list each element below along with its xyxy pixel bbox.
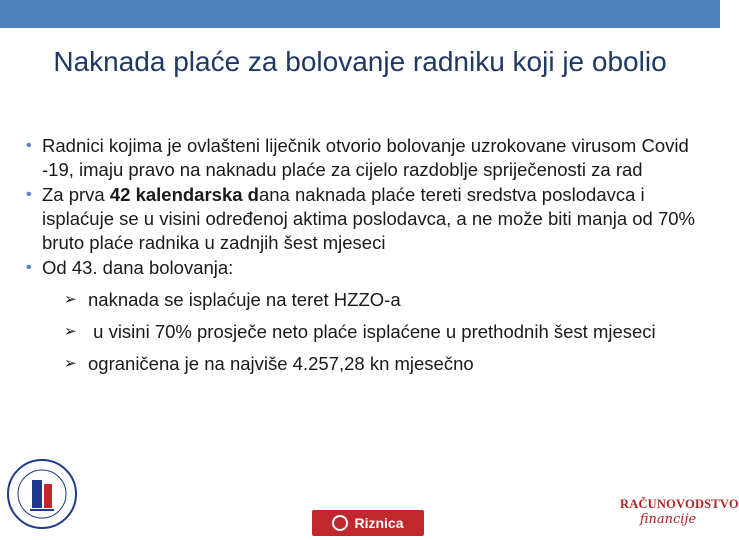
- bullet-item: [26, 183, 702, 255]
- bullet-text: Radnici kojima je ovlašteni liječnik otvorio bolovanje uzrokovane virusom Covid -19, imaju pravo na naknadu plaće za cijelo razdoblje spriječenosti za rad: [42, 135, 689, 180]
- association-seal-logo: [6, 456, 78, 532]
- riznica-logo: [312, 510, 424, 536]
- bullet-text-pre: Za prva: [42, 184, 110, 205]
- sub-bullet-item: [26, 288, 702, 312]
- racunovodstvo-logo: [620, 496, 739, 536]
- arrow-bullet-icon: ➢: [64, 291, 77, 308]
- bullet-dot-icon: •: [26, 259, 32, 276]
- bullet-item: [26, 134, 702, 182]
- bullet-item: [26, 256, 702, 280]
- racunovodstvo-logo-subtitle: financije: [639, 512, 697, 527]
- riznica-logo-text: Riznica: [354, 515, 404, 531]
- slide-body: [26, 134, 702, 376]
- sub-bullet-text: ograničena je na najviše 4.257,28 kn mjesečno: [88, 353, 474, 374]
- top-accent-bar: [0, 0, 720, 28]
- sub-bullet-text: naknada se isplaćuje na teret HZZO-a: [88, 289, 401, 310]
- sub-bullet-text: u visini 70% prosječe neto plaće isplaćene u prethodnih šest mjeseci: [88, 321, 656, 342]
- bullet-dot-icon: •: [26, 137, 32, 154]
- bullet-text-bold: 42 kalendarska d: [109, 184, 259, 205]
- racunovodstvo-logo-title: RAČUNOVODSTVO: [620, 497, 739, 511]
- slide-title: Naknada plaće za bolovanje radniku koji je obolio: [53, 46, 667, 77]
- bullet-dot-icon: •: [26, 186, 32, 203]
- arrow-bullet-icon: ➢: [64, 323, 77, 340]
- arrow-bullet-icon: ➢: [64, 355, 77, 372]
- bullet-text: Od 43. dana bolovanja:: [42, 257, 234, 278]
- sub-bullet-item: [26, 320, 702, 344]
- riznica-seal-icon: [332, 515, 348, 531]
- sub-bullet-item: [26, 352, 702, 376]
- bullet-text-post: ana naknada plaće tereti sredstva poslodavca i isplaćuje se u visini određenoj aktima poslodavca, a ne može biti manja od 70% bruto plaće radnika u zadnjih šest mjeseci: [42, 184, 696, 253]
